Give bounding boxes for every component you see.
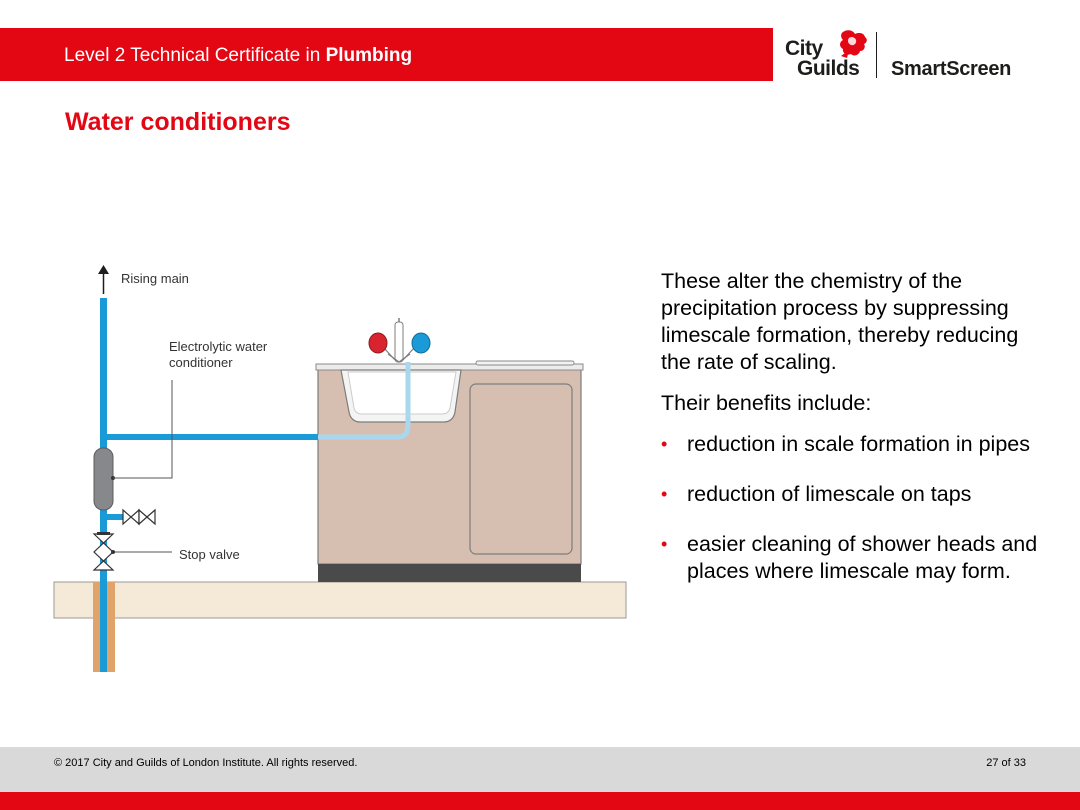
page-number: 27 of 33 bbox=[986, 757, 1026, 769]
tap-body bbox=[395, 322, 403, 362]
drainer-lip bbox=[476, 361, 574, 365]
water-conditioner-diagram bbox=[52, 262, 628, 676]
bullet-icon: • bbox=[661, 434, 668, 454]
benefits-list bbox=[661, 431, 1041, 585]
city-and-guilds-logo bbox=[783, 28, 1033, 82]
branch-valve-icon bbox=[123, 510, 139, 524]
cabinet-door bbox=[470, 384, 572, 554]
arrow-up-icon bbox=[98, 265, 109, 274]
footer-bar bbox=[0, 747, 1080, 792]
hot-tap-handle bbox=[369, 333, 387, 353]
logo-divider bbox=[876, 32, 877, 78]
course-title bbox=[64, 44, 412, 68]
slide-title: Water conditioners bbox=[65, 108, 291, 136]
content-text bbox=[661, 268, 1041, 608]
course-prefix: Level 2 Technical Certificate in bbox=[64, 45, 326, 66]
bullet-icon: • bbox=[661, 534, 668, 554]
list-item bbox=[661, 531, 1041, 585]
underground-pipe bbox=[100, 582, 107, 672]
course-subject: Plumbing bbox=[325, 45, 413, 66]
logo-guilds-text: Guilds bbox=[797, 57, 860, 80]
branch-pipe bbox=[100, 434, 318, 440]
list-item bbox=[661, 431, 1041, 458]
electrolytic-conditioner bbox=[94, 448, 113, 510]
cold-tap-handle bbox=[412, 333, 430, 353]
conditioner-label-line1: Electrolytic water bbox=[169, 339, 268, 354]
benefit-text: easier cleaning of shower heads and places where limescale may form. bbox=[687, 532, 1038, 583]
bullet-icon: • bbox=[661, 484, 668, 504]
benefit-text: reduction in scale formation in pipes bbox=[687, 432, 1030, 456]
stop-valve-icon bbox=[94, 534, 113, 570]
lion-icon bbox=[837, 28, 871, 62]
cabinet-plinth bbox=[318, 564, 581, 582]
floor-slab bbox=[54, 582, 626, 618]
benefits-heading: Their benefits include: bbox=[661, 391, 872, 415]
conditioner-label-line2: conditioner bbox=[169, 355, 233, 370]
logo-smartscreen-text: SmartScreen bbox=[891, 58, 1012, 80]
copyright-text: © 2017 City and Guilds of London Institute. All rights reserved. bbox=[54, 757, 358, 769]
intro-paragraph: These alter the chemistry of the precipitation process by suppressing limescale formation, thereby reducing the rate of scaling. bbox=[661, 269, 1019, 374]
list-item bbox=[661, 481, 1041, 508]
stop-valve-label: Stop valve bbox=[179, 547, 240, 562]
logo-city-text: City bbox=[785, 37, 823, 60]
benefit-text: reduction of limescale on taps bbox=[687, 482, 972, 506]
bottom-accent-bar bbox=[0, 792, 1080, 810]
rising-main-label: Rising main bbox=[121, 271, 189, 286]
